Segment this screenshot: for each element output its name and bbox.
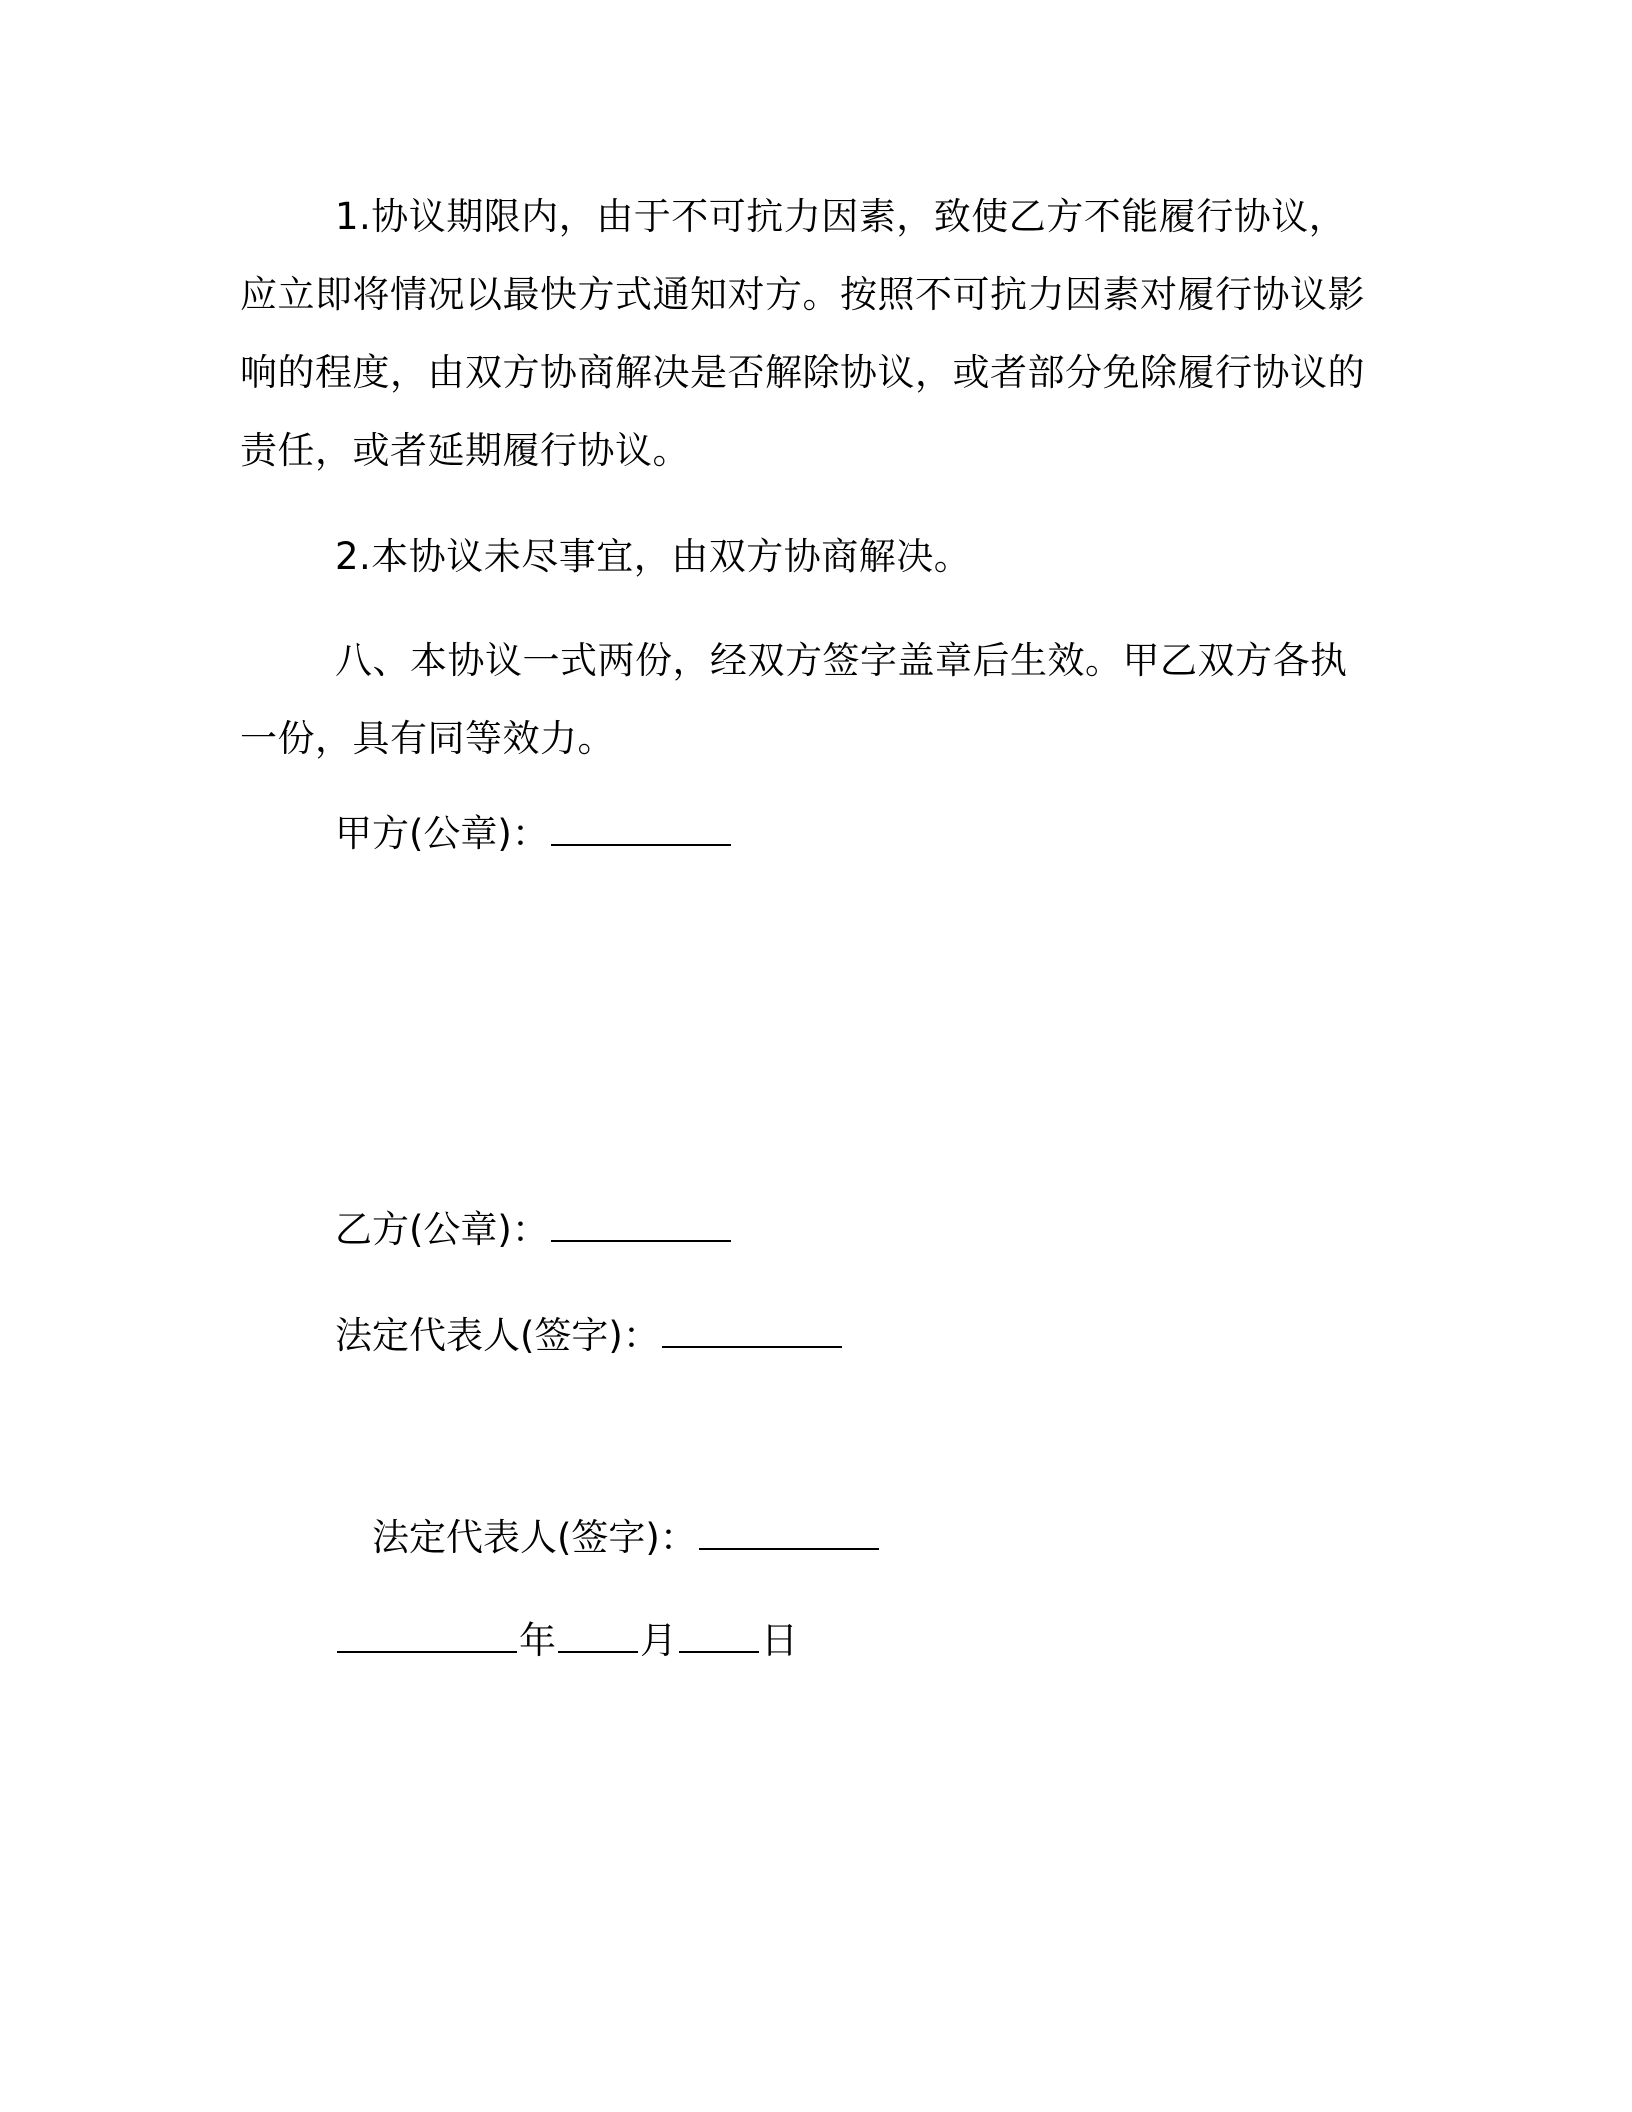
legal-rep-2-blank	[699, 1518, 879, 1550]
party-b-blank	[551, 1210, 731, 1242]
party-b-signature-line	[335, 1204, 733, 1256]
party-a-label: 甲方(公章)：	[335, 812, 549, 855]
paragraph-force-majeure: 1.协议期限内，由于不可抗力因素，致使乙方不能履行协议，应立即将情况以最快方式通知对方。按照不可抗力因素对履行协议影响的程度，由双方协商解决是否解除协议，或者部分免除履行协议的责任，或者延期履行协议。	[240, 195, 1365, 472]
legal-rep-2-signature-line	[372, 1512, 881, 1564]
legal-rep-1-blank	[662, 1316, 842, 1348]
legal-rep-2-label: 法定代表人(签字)：	[372, 1516, 697, 1559]
day-label: 日	[761, 1619, 798, 1662]
party-b-label: 乙方(公章)：	[335, 1208, 549, 1251]
year-label: 年	[519, 1619, 556, 1662]
legal-rep-1-label: 法定代表人(签字)：	[335, 1314, 660, 1357]
day-blank	[679, 1621, 759, 1653]
party-a-signature-line	[335, 808, 733, 860]
month-blank	[558, 1621, 638, 1653]
party-a-blank	[551, 814, 731, 846]
legal-rep-1-signature-line	[335, 1310, 844, 1362]
month-label: 月	[640, 1619, 677, 1662]
paragraph-unresolved-matters: 2.本协议未尽事宜，由双方协商解决。	[335, 535, 972, 578]
date-line	[335, 1615, 798, 1667]
paragraph-copies-effect: 八、本协议一式两份，经双方签字盖章后生效。甲乙双方各执一份，具有同等效力。	[240, 639, 1348, 760]
year-blank	[337, 1621, 517, 1653]
